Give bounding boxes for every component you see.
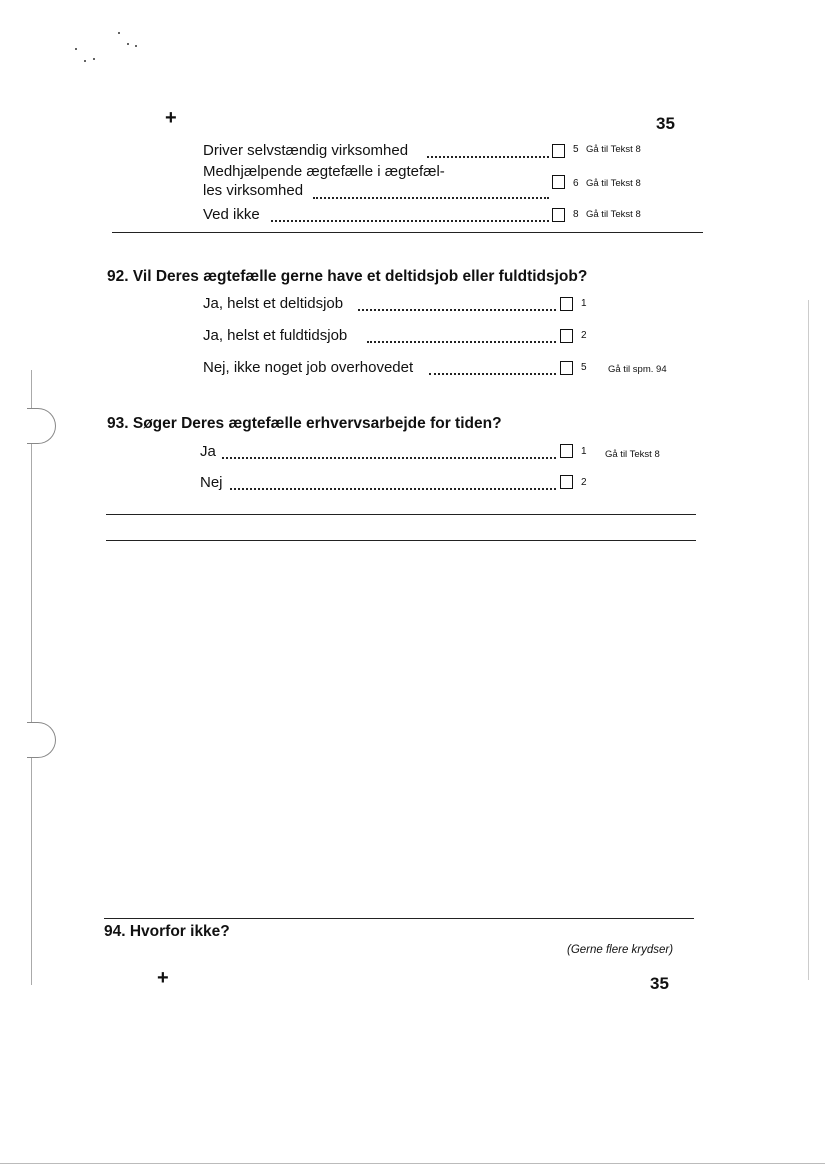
option-row [200,441,690,463]
goto-instruction: Gå til Tekst 8 [586,209,641,220]
option-label: Ja, helst et fuldtidsjob [203,327,348,344]
option-code: 2 [581,477,587,488]
page-number-top: 35 [656,114,675,133]
option-row [203,325,693,347]
page-right-edge-line [808,300,809,980]
option-code: 5 [573,144,579,155]
option-row [203,163,673,203]
binder-edge-line [31,370,32,985]
checkbox[interactable] [552,144,565,158]
registration-mark-bottom: + [157,967,169,989]
question-94-title: 94. Hvorfor ikke? [104,923,230,940]
page-number-bottom: 35 [650,974,669,993]
option-label: Nej [200,474,223,491]
leader-dots [367,341,556,343]
leader-dots [358,309,556,311]
section-divider [104,918,694,919]
scan-speck [75,48,77,50]
scan-speck [93,58,95,60]
registration-mark-top: + [165,107,177,129]
page-bottom-edge [0,1163,825,1164]
section-divider [106,514,696,515]
option-label: Driver selvstændig virksomhed [203,142,409,159]
scan-speck [118,32,120,34]
section-divider [112,232,703,233]
option-row [200,472,690,494]
option-row [203,204,673,226]
option-label: Ja [200,443,216,460]
option-row [203,293,693,315]
leader-dots [271,220,549,222]
instruction-note: (Gerne flere krydser) [567,944,674,956]
option-code: 2 [581,330,587,341]
option-code: 1 [581,298,587,309]
checkbox[interactable] [560,475,573,489]
option-row [203,357,693,379]
leader-dots [427,156,549,158]
punch-hole-top [27,408,56,444]
checkbox[interactable] [560,444,573,458]
option-code: 5 [581,362,587,373]
leader-dots [230,488,556,490]
option-label-line2: les virksomhed [203,182,304,199]
option-label: Ved ikke [203,206,260,223]
option-row [203,140,673,162]
scan-speck [84,60,86,62]
option-label: Ja, helst et deltidsjob [203,295,344,312]
option-code: 8 [573,209,579,220]
option-code: 6 [573,178,579,189]
scan-speck [127,43,129,45]
option-code: 1 [581,446,587,457]
punch-hole-bottom [27,722,56,758]
question-92-title: 92. Vil Deres ægtefælle gerne have et deltidsjob eller fuldtidsjob? [107,268,588,285]
checkbox[interactable] [552,208,565,222]
goto-instruction: Gå til Tekst 8 [605,449,660,460]
leader-dots [429,373,556,375]
checkbox[interactable] [552,175,565,189]
goto-instruction: Gå til spm. 94 [608,364,667,375]
leader-dots [222,457,556,459]
goto-instruction: Gå til Tekst 8 [586,144,641,155]
goto-instruction: Gå til Tekst 8 [586,178,641,189]
checkbox[interactable] [560,361,573,375]
leader-dots [313,197,549,199]
scan-speck [135,45,137,47]
checkbox[interactable] [560,297,573,311]
section-divider [106,540,696,541]
option-label-line1: Medhjælpende ægtefælle i ægtefæl- [203,163,445,180]
question-93-title: 93. Søger Deres ægtefælle erhvervsarbejde for tiden? [107,415,502,432]
checkbox[interactable] [560,329,573,343]
option-label: Nej, ikke noget job overhovedet [203,359,414,376]
